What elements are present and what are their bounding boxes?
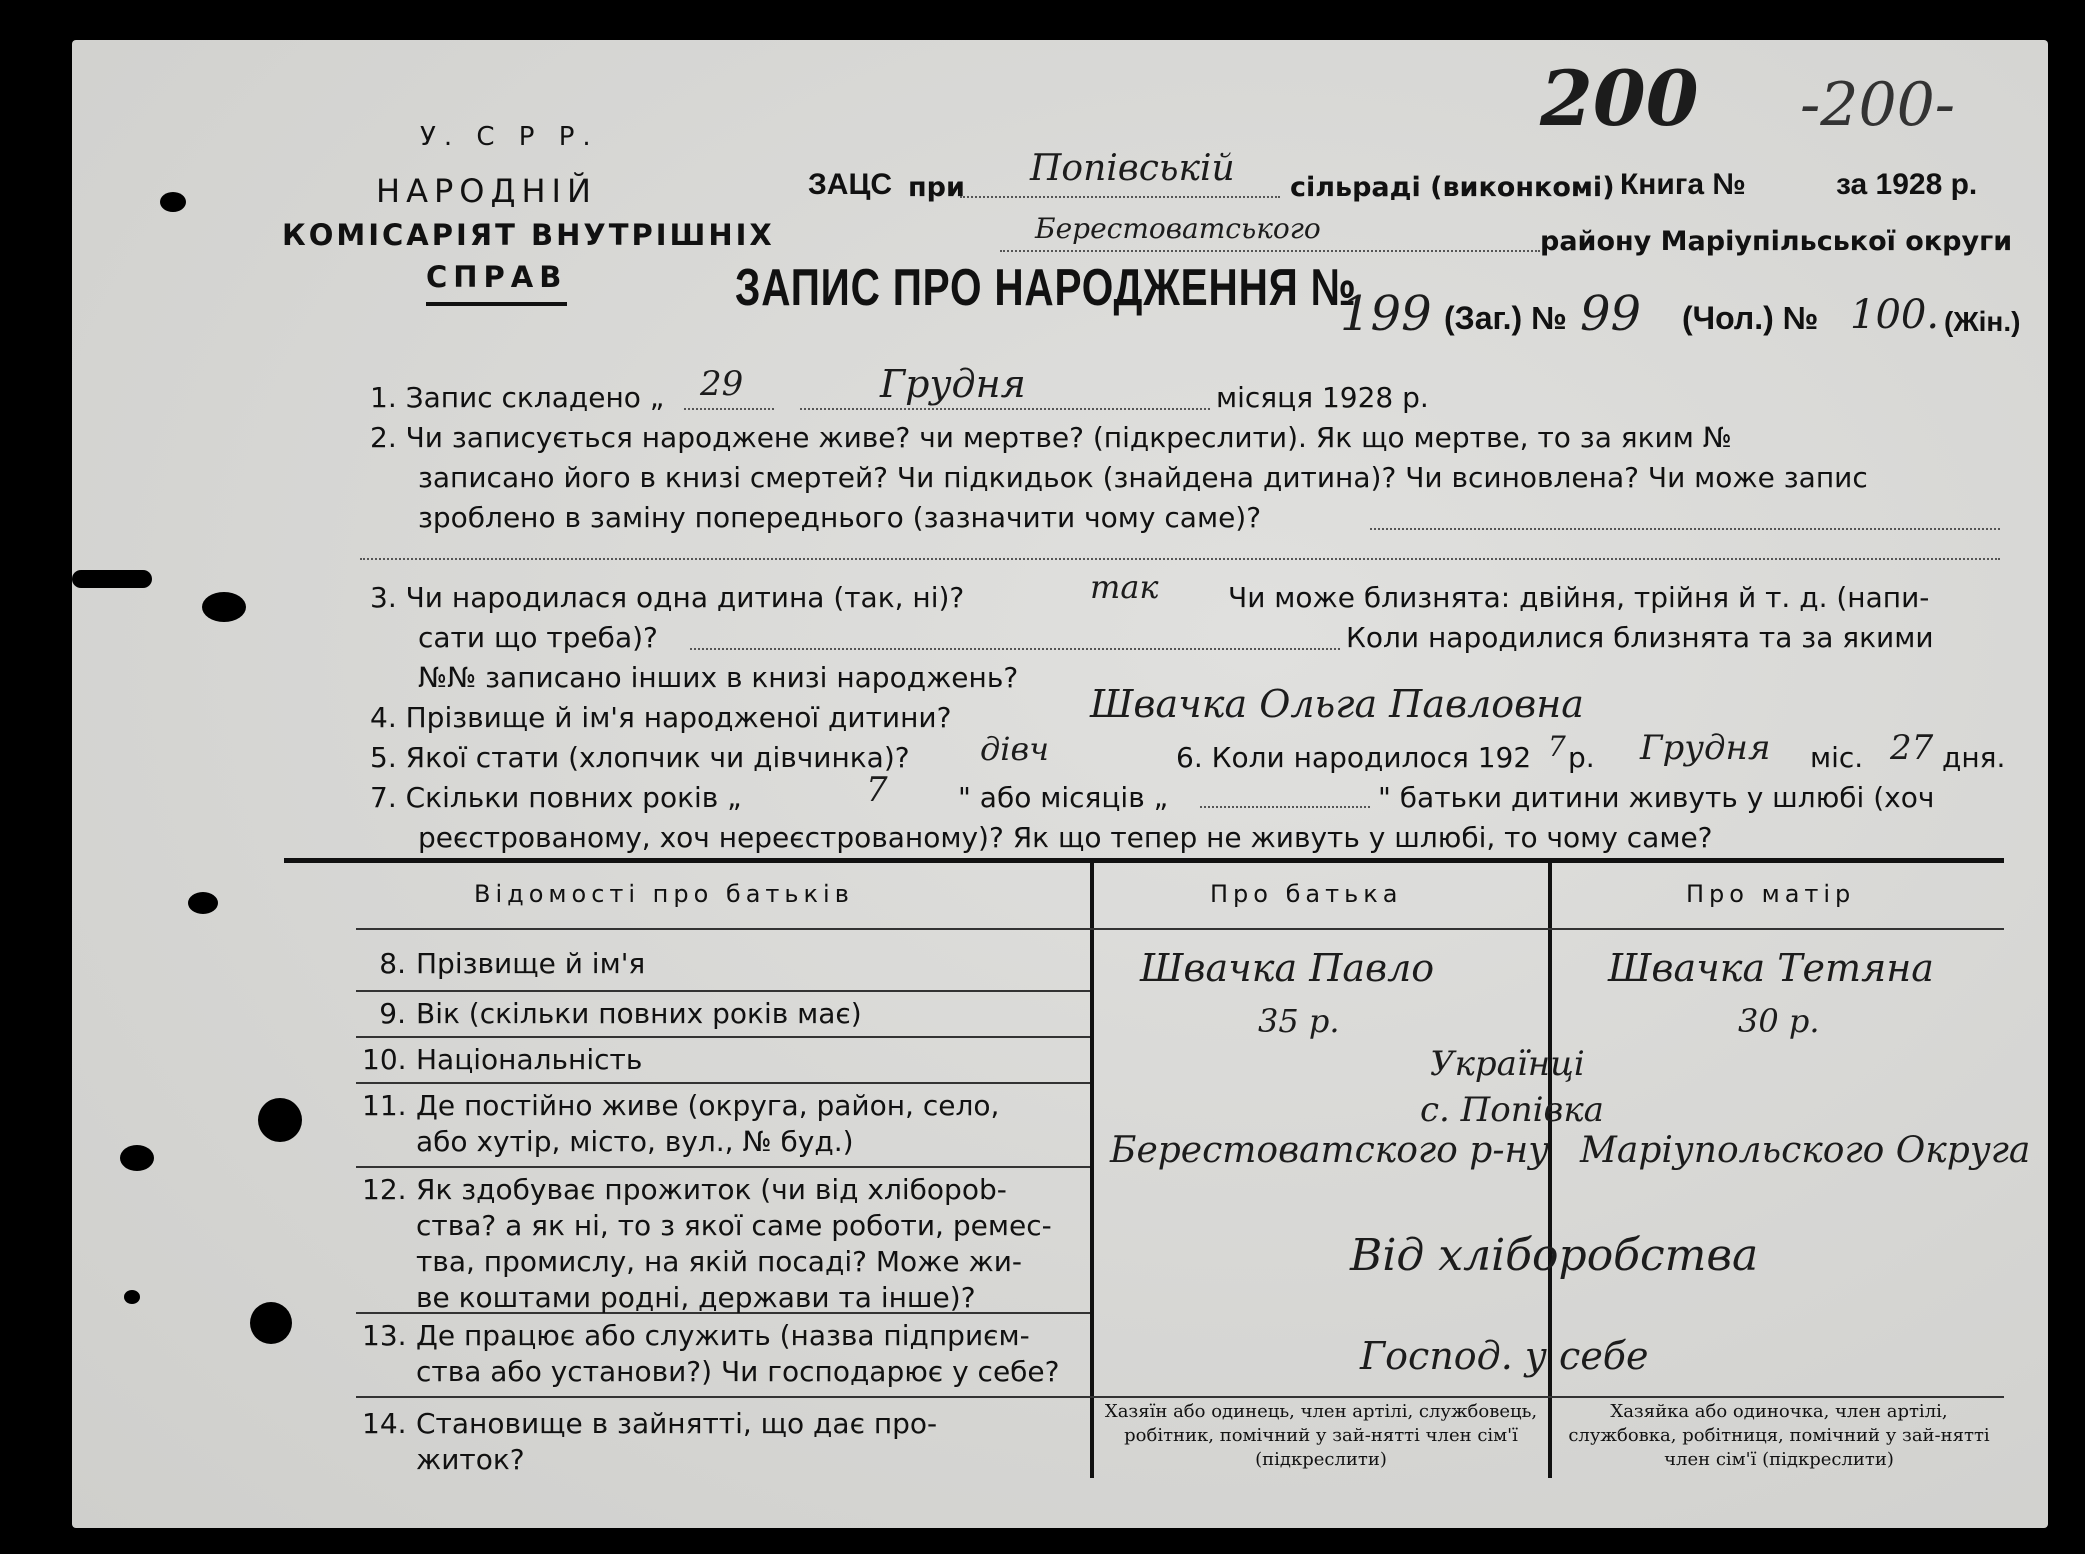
nationality-value: Українці	[1430, 1044, 1585, 1084]
item-6-dnya: дня.	[1942, 741, 2006, 774]
item-1-field-day	[684, 408, 774, 410]
item-6-day: 27	[1890, 728, 1934, 768]
item-6-mis: міс.	[1810, 741, 1864, 774]
table-row-line	[356, 990, 1090, 992]
item-3-line-1a: 3. Чи народилася одна дитина (так, ні)?	[370, 581, 965, 614]
row-label-line-1: Де постійно живе (округа, район, село,	[416, 1089, 1000, 1122]
table-row-line	[356, 1166, 1090, 1168]
pry-label: при	[908, 172, 965, 203]
title-num-total: 199	[1340, 286, 1432, 342]
knyha-label: Книга №	[1620, 168, 1746, 201]
item-3-line-3: №№ записано інших в книзі народжень?	[418, 661, 1019, 694]
tear-mark-3	[160, 192, 186, 212]
table-row-line	[356, 928, 2004, 930]
title-chol-label: (Чол.) №	[1682, 300, 1819, 336]
table-row-10	[362, 1042, 642, 1078]
item-3-line-2b: Коли народилися близнята та за якими	[1346, 621, 1934, 654]
item-7-line-1b: " або місяців „	[958, 781, 1169, 814]
row-label-line-2: або хутір, місто, вул., № буд.)	[416, 1125, 854, 1158]
column-header-mother: Про матір	[1686, 880, 1856, 908]
item-2-line-3: зроблено в заміну попереднього (зазначити чому саме)?	[418, 501, 1262, 534]
table-row-14	[362, 1406, 937, 1478]
item-7-months-field	[1200, 806, 1370, 808]
table-row-line	[356, 1082, 1090, 1084]
title-zhin-label: (Жін.)	[1944, 306, 2021, 337]
tear-mark-1	[72, 570, 152, 588]
item-2-field	[1370, 528, 2000, 530]
row-number: 13.	[362, 1319, 407, 1352]
row-label-line-1: Де працює або служить (назва підприєм-	[416, 1319, 1030, 1352]
punch-hole-3	[202, 592, 246, 622]
row-label: Національність	[416, 1043, 643, 1076]
column-header-parents: Відомості про батьків	[474, 880, 854, 908]
item-5-sex: дівч	[980, 730, 1050, 768]
item-7-line-1c: " батьки дитини живуть у шлюбі (хоч	[1378, 781, 1935, 814]
za-rik-label: за 1928 р.	[1836, 168, 1978, 201]
row-label-line-2: ства? а як ні, то з якої саме роботи, ремес-	[416, 1209, 1052, 1242]
komisariat-label: КОМІСАРІЯТ ВНУТРІШНІХ	[282, 218, 775, 252]
pry-value: Попівській	[1030, 148, 1235, 189]
record-title: ЗАПИС ПРО НАРОДЖЕННЯ №	[735, 259, 1357, 317]
punch-hole-2	[250, 1302, 292, 1344]
silradi-label: сільраді (виконкомі)	[1290, 172, 1615, 203]
narodniy-label: НАРОДНІЙ	[376, 172, 597, 210]
punch-hole-1	[258, 1098, 302, 1142]
item-1-field-month	[800, 408, 1210, 410]
sprav-label: СПРАВ	[426, 260, 567, 306]
row-label-line-1: Як здобуває прожиток (чи від хліборob-	[416, 1173, 1007, 1206]
raionu-label: району Маріупільської округи	[1540, 226, 2013, 257]
row-label-line-2: житок?	[416, 1443, 525, 1476]
workplace-value: Господ. у себе	[1360, 1334, 1649, 1378]
row-label-line-2: ства або установи?) Чи господарює у себе?	[416, 1355, 1060, 1388]
tear-mark-5	[124, 1290, 140, 1304]
item-2-line-2: записано його в книзі смертей? Чи підкидьок (знайдена дитина)? Чи всиновлена? Чи може запис	[418, 461, 1868, 494]
item-7-line-2: реєстрованому, хоч нереєстрованому)? Як що тепер не живуть у шлюбі, то чому саме?	[418, 821, 1713, 854]
table-row-8	[362, 946, 645, 982]
item-3-answer: так	[1090, 568, 1159, 606]
table-top-border	[284, 858, 2004, 863]
row-label-line-1: Становище в зайнятті, що дає про-	[416, 1407, 938, 1440]
row-label: Прізвище й ім'я	[416, 947, 646, 980]
mother-employment-status: Хазяйка або одиночка, член артілі, службовка, робітниця, помічний у зай-нятті член сім'ї (підкреслити)	[1568, 1401, 1990, 1470]
table-row-line	[356, 1396, 2004, 1398]
column-header-father: Про батька	[1210, 880, 1403, 908]
raion-field	[1000, 250, 1540, 252]
row-label: Вік (скільки повних років має)	[416, 997, 862, 1030]
item-7-years: 7	[866, 770, 888, 810]
father-residence: Берестоватского р-ну	[1110, 1130, 1550, 1171]
mother-age: 30 р.	[1738, 1002, 1820, 1040]
row-number: 11.	[362, 1089, 407, 1122]
handwritten-number-corner: -200-	[1800, 70, 1956, 140]
village-value: с. Попівка	[1420, 1090, 1604, 1130]
item-4-label: 4. Прізвище й ім'я народженої дитини?	[370, 701, 952, 734]
tear-mark-4	[188, 892, 218, 914]
item-1-day: 29	[700, 364, 744, 404]
item-6-label: 6. Коли народилося 192	[1176, 741, 1532, 774]
table-row-12	[362, 1172, 1052, 1316]
pry-field	[960, 196, 1280, 198]
item-2-line-1: 2. Чи записується народжене живе? чи мертве? (підкреслити). Як що мертве, то за яким №	[370, 421, 1732, 454]
table-row-9	[362, 996, 862, 1032]
table-row-13	[362, 1318, 1060, 1390]
item-5-label: 5. Якої стати (хлопчик чи дівчинка)?	[370, 741, 910, 774]
item-6-month: Грудня	[1640, 728, 1771, 768]
title-zag-label: (Заг.) №	[1444, 300, 1567, 336]
table-row-11	[362, 1088, 999, 1160]
item-1-month: Грудня	[880, 362, 1026, 406]
ussr-label: У. С Р Р.	[420, 122, 599, 152]
item-1-label: 1. Запис складено „	[370, 381, 665, 414]
father-age: 35 р.	[1258, 1002, 1340, 1040]
raion-value: Берестоватського	[1035, 212, 1321, 245]
handwritten-number-200: 200	[1540, 54, 1699, 143]
row-label-line-3: тва, промислу, на якій посаді? Може жи-	[416, 1245, 1023, 1278]
title-num-male: 99	[1580, 286, 1642, 342]
row-number: 14.	[362, 1407, 407, 1440]
row-label-line-4: ве коштами родні, держави та інше)?	[416, 1281, 976, 1314]
father-name: Швачка Павло	[1140, 946, 1435, 990]
item-3-line-1b: Чи може близнята: двійня, трійня й т. д. (напи-	[1228, 581, 1930, 614]
item-3-field	[690, 648, 1340, 650]
item-4-child-name: Швачка Ольга Павловна	[1090, 682, 1584, 726]
tear-mark-2	[120, 1145, 154, 1171]
row-number: 8.	[379, 947, 406, 980]
item-6-year-digit: 7	[1548, 730, 1566, 763]
title-num-female: 100.	[1850, 292, 1940, 338]
item-1-suffix: місяця 1928 р.	[1216, 381, 1429, 414]
father-employment-status: Хазяїн або одинець, член артілі, службовець, робітник, помічний у зай-нятті член сім'ї (підкреслити)	[1104, 1401, 1538, 1470]
item-6-r: р.	[1568, 741, 1595, 774]
row-number: 12.	[362, 1173, 407, 1206]
item-7-line-1a: 7. Скільки повних років „	[370, 781, 742, 814]
zags-label: ЗАЦС	[808, 168, 893, 201]
row-number: 10.	[362, 1043, 407, 1076]
mother-residence: Маріупольского Округа	[1580, 1130, 2031, 1171]
row-number: 9.	[379, 997, 406, 1030]
occupation-value: Від хліборобства	[1350, 1230, 1759, 1281]
table-divider-1	[1090, 858, 1094, 1478]
table-row-line	[356, 1036, 1090, 1038]
mother-name: Швачка Тетяна	[1608, 946, 1934, 990]
item-3-line-2a: сати що треба)?	[418, 621, 658, 654]
item-2-field-extra	[360, 558, 2000, 560]
